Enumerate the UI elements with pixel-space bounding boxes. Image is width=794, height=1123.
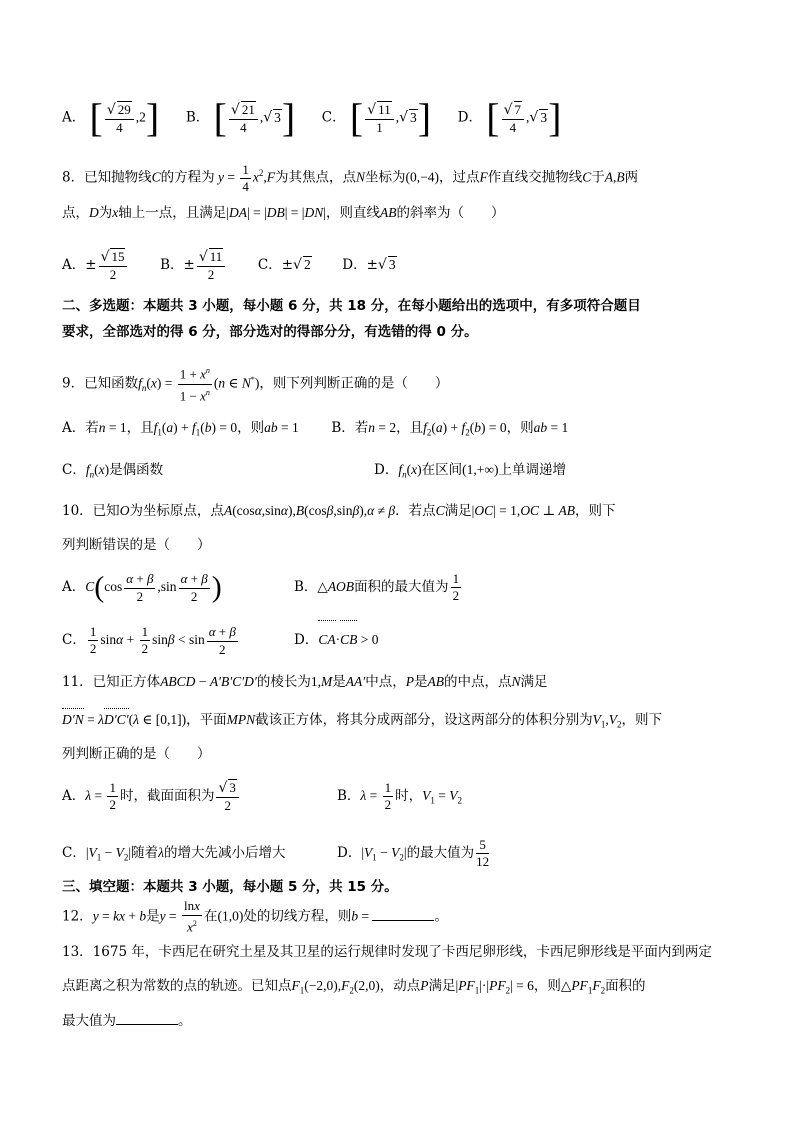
q9-options-cd: C．$f_n(x)$是偶函数 D．$f_n(x)$在区间(1,+∞)上单调递增	[62, 462, 566, 480]
q13-line1: 13．1675 年，卡西尼在研究土星及其卫星的运行规律时发现了卡西尼卵形线，卡西尼卵形线是平面内到两定	[62, 944, 712, 960]
q10-line1: 10．已知O为坐标原点，点A(cosα,sinα),B(cosβ,sinβ),α ≠ β．若点C满足|OC| = 1,OC ⊥ AB，则下	[62, 503, 616, 519]
section2-heading-line2: 要求，全部选对的得 6 分，部分选对的得部分分，有选错的得 0 分。	[62, 324, 478, 340]
q8-text-2a: 点，	[62, 205, 89, 221]
q7-d-den: 4	[509, 119, 517, 135]
q12-text-c: 在	[203, 908, 218, 925]
q7-b-tail: 3	[274, 109, 281, 125]
q7-d-tail: 3	[540, 109, 548, 125]
q10-option-c: C．	[62, 632, 86, 648]
q11-text-2c: ，则下	[621, 712, 662, 728]
q7-a-radicand: 29	[117, 101, 131, 117]
q7-b-den: 4	[240, 119, 247, 135]
q8-text-f: 作直线交抛物线	[487, 169, 583, 186]
q12-text-e: 。	[434, 908, 448, 925]
q13-text-3a: 最大值为	[62, 1013, 116, 1029]
q9-option-a: A．若	[62, 420, 99, 436]
q12-text-b: 是	[146, 908, 160, 925]
q9-stem-b: ，则下列判断正确的是（ ）	[259, 375, 449, 392]
q8-b-radicand: 11	[209, 249, 223, 264]
q13-answer-blank	[116, 1010, 178, 1025]
q11-line1: 11．已知正方体ABCD − A′B′C′D′的棱长为1,M是AA′中点，P是AB的中点，点N满足	[62, 674, 548, 690]
q7-option-b-label: B．	[185, 109, 210, 126]
q8-text-d: 坐标为	[365, 169, 406, 186]
q7-options: A． [ $\frac{√ 29}{4}$ ,2] B． [ $\frac{√ 21}{4}$ ,√ 3] C． [ $\frac{√ 11}{1}$ ,√ 3] D． [ $\frac{√ 7}{4}$ ,√ 3]	[62, 95, 562, 140]
q11-b-text: 时，	[395, 788, 423, 804]
q8-text-2c: 轴上一点，且满足	[118, 205, 227, 221]
q11-text-2b: 截该正方体，将其分成两部分，设这两部分的体积分别为	[255, 712, 593, 728]
q8-option-c: C．±	[257, 257, 294, 273]
q11-options-cd: C．$|V_1 - V_2|$随着λ的增大先减小后增大 D．$|V_1 - V_2|$的最大值为 $\frac{5}{12}$	[62, 837, 490, 869]
q8-text-2d: ，则直线	[325, 205, 380, 221]
q8-text-g: 于	[591, 169, 605, 186]
q8-text-c: 为其焦点，点	[274, 169, 356, 186]
q9-option-c: C．	[62, 462, 86, 478]
q8-option-b: B．±	[160, 257, 195, 273]
q13-text-2a: 点距离之积为常数的点的轨迹。已知点	[62, 978, 292, 994]
q7-option-d-label: D．	[457, 109, 482, 126]
q11-option-a: A．	[62, 788, 86, 804]
q13-text-2b: ，动点	[379, 978, 421, 994]
q10-text-b: 为坐标原点，点	[129, 503, 224, 519]
q7-a-tail: ,2	[135, 109, 146, 125]
q9-b-mid: ，且	[396, 420, 424, 436]
q12-line: 12．y = kx + b是y = $\frac{\ln x}{x^2}$ 在(1,0)处的切线方程，则b = 。	[62, 898, 448, 935]
q10-option-b: B．	[294, 579, 318, 595]
q11-text-f: 的中点，点	[443, 674, 512, 690]
q10-option-a: A．	[62, 579, 86, 595]
q11-option-c: C．	[62, 845, 86, 861]
q8-text-2e: 的斜率为（ ）	[396, 205, 505, 221]
q7-c-den: 1	[376, 119, 383, 135]
q7-c-tail: 3	[410, 109, 417, 125]
q11-option-b: B．	[337, 788, 361, 804]
q7-option-a-label: A．	[62, 109, 86, 126]
q11-line3: 列判断正确的是（ ）	[62, 746, 211, 762]
q8-d-radicand: 3	[388, 257, 396, 272]
q10-options-cd: C． $\frac{1}{2}$ sinα + $\frac{1}{2}$ sinβ < sin $\frac{\alpha + \beta}{2}$ D．CA·CB > 0	[62, 623, 379, 657]
q11-text-e: 是	[413, 674, 428, 690]
q12-text-d: 处的切线方程，则	[243, 908, 352, 925]
q8-b-den: 2	[207, 267, 215, 282]
q9-a-end: ，则	[237, 420, 265, 436]
q9-options-ab: A．若n = 1，且$f_1(a) + f_1(b) = 0$，则ab = 1 B．若n = 2，且$f_2(a) + f_2(b) = 0$，则ab = 1	[62, 420, 569, 438]
q7-b-radicand: 21	[241, 101, 255, 117]
q11-text-b: 的棱长为	[256, 674, 311, 690]
q11-line2: D′N = λD′C′(λ ∈ [0,1])，平面MPN截该正方体，将其分成两部分，设这两部分的体积分别为$V_1,V_2$，则下	[62, 712, 662, 730]
q8-line2: 点，D为x轴上一点，且满足|DA| = |DB| = |DN|，则直线AB的斜率为（ ）	[62, 205, 505, 221]
q12-answer-blank	[372, 906, 434, 921]
q8-option-d: D．±	[342, 257, 378, 273]
q9-option-b: B．若	[331, 420, 369, 436]
q13-text-3b: 。	[178, 1013, 192, 1029]
q10-text-e: ，则下	[575, 503, 616, 519]
q9-d-end: 上单调递增	[498, 462, 566, 478]
q8-text-e: ，过点	[438, 169, 480, 186]
q8-line1: 8．已知抛物线C的方程为 y = $\frac{1}{4}$ $x^2,F$为其焦点，点N坐标为(0,−4)，过点F作直线交抛物线C于A,B两	[62, 161, 639, 194]
q11-options-ab: A．λ = $\frac{1}{2}$ 时，截面面积为 $\frac{√ 3}{2}$ B．λ = $\frac{1}{2}$ 时，$V_1 = V_2$	[62, 780, 463, 813]
section3-heading: 三、填空题：本题共 3 小题，每小题 5 分，共 15 分。	[62, 879, 398, 895]
q7-a-den: 4	[116, 119, 123, 135]
q13-line3	[62, 1010, 766, 1031]
q8-text-a: 8．已知抛物线	[62, 169, 152, 186]
q9-a-mid: ，且	[126, 420, 154, 436]
q12-text-a: 12．	[62, 908, 93, 925]
q13-text-2e: 面积的	[605, 978, 646, 994]
q7-option-c-label: C．	[321, 109, 346, 126]
q11-text-d: 中点，	[365, 674, 406, 690]
q10-text-a: 10．已知	[62, 503, 120, 519]
q9-stem: 9．已知函数$f_n(x)$ = $\frac{1 + x^n}{1 - x^n}$ (n ∈ N*)，则下列判断正确的是（ ）	[62, 363, 766, 397]
q11-text-2a: ，平面	[186, 712, 227, 728]
q10-line2: 列判断错误的是（ ）	[62, 537, 211, 553]
q9-stem-a: 9．已知函数	[62, 375, 139, 392]
q11-a-text: 时，截面面积为	[119, 788, 215, 804]
q8-option-a: A．±	[62, 257, 97, 273]
q13-text-2c: 满足	[428, 978, 456, 994]
q8-a-den: 2	[109, 267, 117, 282]
q7-c-radicand: 11	[378, 101, 391, 117]
q11-c-text: 随着	[131, 845, 159, 861]
q8-text-b: 的方程为	[160, 169, 215, 186]
q8-options: A．± $\frac{√ 15}{2}$ B．± $\frac{√ 11}{2}$ C．±√ 2 D．±√ 3	[62, 249, 396, 282]
q10-options-ab: A．C(cos $\frac{\alpha + \beta}{2}$ ,sin $\frac{\alpha + \beta}{2}$ ) B．△AOB面积的最大值为 $\frac{1}{2}$	[62, 570, 460, 604]
q11-d-text: 的最大值为	[406, 845, 475, 861]
q11-text-a: 11．已知正方体	[62, 674, 161, 690]
q10-text-d: 满足	[444, 503, 472, 519]
q8-a-radicand: 15	[111, 249, 125, 264]
q13-line2: 点距离之积为常数的点的轨迹。已知点$F_1(-2,0),F_2(2,0)$，动点P满足$|PF_1|\cdot|PF_2| = 6$，则$\triangle PF_1F_2$面积的	[62, 978, 646, 996]
q10-text-c: ．若点	[395, 503, 436, 519]
q9-option-d: D．	[374, 462, 399, 478]
q11-c-text2: 的增大先减小后增大	[163, 845, 286, 861]
section2-heading-line1: 二、多选题：本题共 3 小题，每小题 6 分，共 18 分，在每小题给出的选项中，有多项符合题目	[62, 298, 641, 314]
q11-text-g: 满足	[520, 674, 548, 690]
q9-d-tail: 在区间	[421, 462, 463, 478]
q8-c-radicand: 2	[303, 257, 311, 272]
q13-text-2d: ，则△	[533, 978, 572, 994]
q8-text-2b: 为	[98, 205, 113, 221]
q10-option-d: D．	[294, 632, 319, 648]
q11-option-d: D．	[337, 845, 362, 861]
q9-b-end: ，则	[506, 420, 534, 436]
q7-d-radicand: 7	[514, 101, 522, 117]
q10-b-text: 面积的最大值为	[354, 579, 449, 595]
q11-text-c: 是	[332, 674, 346, 690]
q8-text-h: 两	[624, 169, 639, 186]
q9-c-tail: 是偶函数	[109, 462, 164, 478]
